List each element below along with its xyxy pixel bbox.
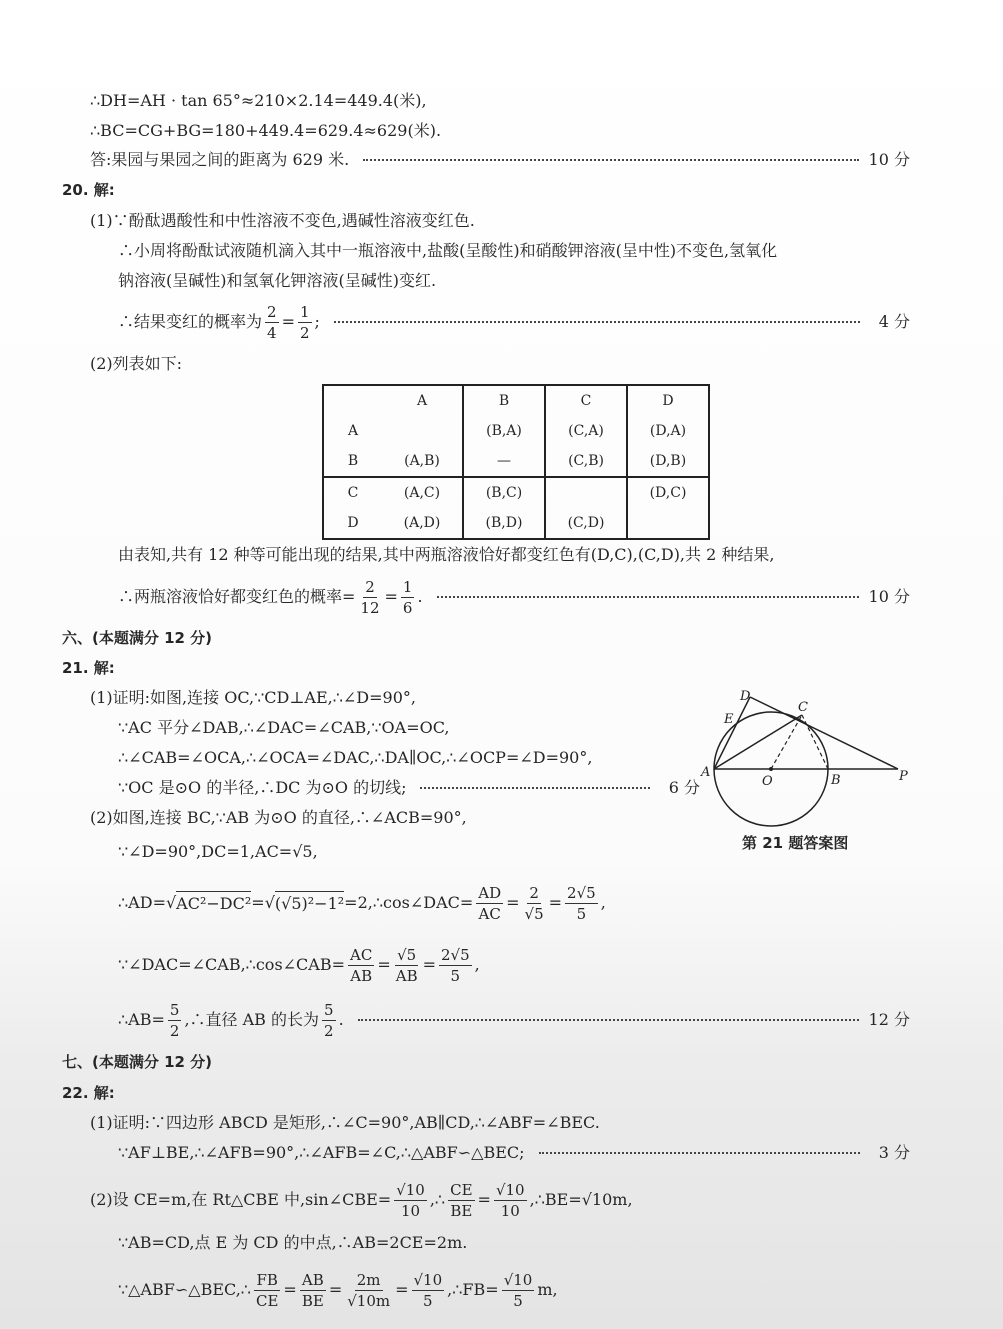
geometry-figure-21 (690, 680, 920, 840)
table-cell: (A,C) (403, 485, 441, 501)
numerator: 2 (529, 883, 539, 902)
table-cell (545, 477, 627, 508)
text-segment: ∵OC 是⊙O 的半径,∴DC 为⊙O 的切线; (118, 778, 407, 797)
text-segment: 21. 解: (62, 659, 115, 677)
label-c: C (798, 700, 808, 715)
text-line (90, 148, 910, 172)
text-segment: = (395, 1280, 409, 1299)
table-cell: (B,D) (463, 508, 545, 539)
score-label: 12 分 (868, 1010, 910, 1029)
text-line (118, 577, 910, 617)
fraction (412, 1270, 445, 1311)
text-segment: , (600, 893, 606, 912)
text-segment: 20. 解: (62, 181, 115, 199)
denominator: BE (450, 1201, 473, 1220)
fraction (448, 1180, 474, 1221)
text-line (90, 686, 416, 710)
text-segment: = (283, 1280, 297, 1299)
denominator: AC (478, 904, 501, 923)
row-label: B (323, 446, 382, 477)
text-segment: ,∴FB= (447, 1280, 499, 1299)
numerator: 2 (267, 302, 277, 321)
numerator: 5 (169, 1000, 180, 1019)
denominator: BE (301, 1291, 324, 1310)
text-line (62, 1050, 212, 1074)
text-segment: = (384, 587, 398, 606)
text-line (90, 352, 182, 376)
text-line (62, 626, 212, 650)
text-segment: ,∴ (429, 1190, 446, 1209)
fraction (168, 1000, 182, 1041)
text-line (118, 1270, 558, 1310)
text-segment: (1)证明:如图,连接 OC,∵CD⊥AE,∴∠D=90°, (90, 688, 416, 707)
text-segment: = (328, 1280, 343, 1299)
text-segment: 由表知,共有 12 种等可能出现的结果,其中两瓶溶液恰好都变红色有(D,C),(C,D),共 2 种结果, (118, 545, 775, 564)
dot-leader (420, 787, 650, 789)
segment-bc (802, 715, 828, 769)
center-point-o (769, 767, 773, 771)
denominator: 6 (402, 598, 413, 617)
fraction (265, 302, 279, 343)
text-line (118, 1141, 910, 1165)
dot-leader (334, 321, 860, 323)
label-d: D (740, 689, 751, 704)
table-cell: (C,D) (545, 508, 627, 539)
table-cell: (C,A) (545, 416, 627, 446)
text-segment: (2)设 CE=m,在 Rt△CBE 中,sin∠CBE= (90, 1190, 392, 1209)
table-row (323, 446, 709, 477)
row-label: A (347, 423, 359, 439)
label-e: E (724, 712, 734, 727)
denominator: 5 (576, 904, 587, 923)
text-line (118, 776, 700, 800)
denominator: 5 (513, 1291, 523, 1310)
text-line (118, 945, 480, 985)
numerator: 2√5 (441, 945, 470, 964)
table-cell: C (545, 385, 627, 416)
text-segment: ∴结果变红的概率为 (118, 312, 263, 331)
text-line (62, 656, 115, 680)
denominator: AB (395, 966, 418, 985)
table-cell: (A,D) (403, 515, 441, 531)
text-segment: =2,∴cos∠DAC= (344, 893, 474, 912)
dot-leader (358, 1019, 859, 1021)
dot-leader (437, 596, 859, 598)
text-segment: (2)如图,连接 BC,∵AB 为⊙O 的直径,∴∠ACB=90°, (90, 808, 467, 827)
text-segment: ∴AB= (118, 1010, 165, 1029)
text-segment: ,∴直径 AB 的长为 (184, 1010, 320, 1029)
text-segment: = (377, 955, 391, 974)
table-cell: (D,B) (627, 446, 709, 477)
figure-caption: 第 21 题答案图 (742, 834, 849, 852)
text-line (118, 716, 450, 740)
denominator: 2 (324, 1021, 334, 1040)
text-segment: ∴DH=AH · tan 65°≈210×2.14=449.4(米), (90, 91, 427, 110)
denominator: CE (255, 1291, 279, 1310)
text-line (118, 1231, 467, 1255)
numerator: AC (350, 945, 373, 964)
denominator: 4 (267, 323, 277, 342)
fraction (348, 945, 374, 986)
text-line (118, 269, 436, 293)
numerator: 1 (299, 302, 310, 321)
table-row (323, 416, 709, 446)
denominator: 10 (500, 1201, 520, 1220)
text-line (90, 209, 475, 233)
denominator: √10m (347, 1291, 391, 1310)
text-line (118, 543, 774, 567)
denominator: 12 (360, 598, 380, 617)
numerator: 2m (356, 1270, 381, 1289)
label-o: O (762, 774, 773, 789)
text-line (90, 119, 441, 143)
text-segment: ,∴BE=√10m, (529, 1190, 633, 1209)
numerator: 2 (365, 577, 375, 596)
text-segment: ∵∠DAC=∠CAB,∴cos∠CAB= (118, 955, 346, 974)
text-line (62, 1081, 115, 1105)
denominator: 10 (400, 1201, 421, 1220)
text-segment: (2)列表如下: (90, 354, 183, 373)
score-label: 4 分 (878, 312, 910, 331)
text-segment: , (474, 955, 480, 974)
fraction (394, 1180, 427, 1221)
numerator: √10 (503, 1270, 533, 1289)
fraction (565, 883, 598, 924)
text-segment: 钠溶液(呈碱性)和氢氧化钾溶液(呈碱性)变红. (118, 271, 437, 290)
text-segment: ∴小周将酚酞试液随机滴入其中一瓶溶液中,盐酸(呈酸性)和硝酸钾溶液(呈中性)不变色,氢氧化 (118, 241, 778, 260)
text-segment: ∵△ABF∽△BEC,∴ (118, 1280, 251, 1299)
dot-leader (539, 1152, 860, 1154)
text-segment: = (477, 1190, 491, 1209)
table-cell (627, 508, 709, 539)
text-segment: ∵∠D=90°,DC=1,AC=√5, (118, 842, 318, 861)
text-segment: 22. 解: (62, 1084, 115, 1102)
text-segment: (1)∵酚酞遇酸性和中性溶液不变色,遇碱性溶液变红色. (90, 211, 475, 230)
text-segment: ; (314, 312, 320, 331)
text-line (90, 1111, 600, 1135)
numerator: 5 (324, 1000, 334, 1019)
table-cell: (A,B) (382, 446, 463, 477)
denominator: AB (350, 966, 373, 985)
text-segment: 六、(本题满分 12 分) (62, 629, 213, 647)
fraction (502, 1270, 535, 1311)
text-segment: . (338, 1010, 344, 1029)
text-segment: ∵AC 平分∠DAB,∴∠DAC=∠CAB,∵OA=OC, (118, 718, 450, 737)
text-line (118, 302, 910, 342)
table-cell: (C,B) (545, 446, 627, 477)
fraction (322, 1000, 336, 1041)
table-cell: — (463, 446, 545, 477)
denominator: 2 (299, 323, 310, 342)
text-segment: ∵AF⊥BE,∴∠AFB=90°,∴∠AFB=∠C,∴△ABF∽△BEC; (118, 1143, 525, 1162)
text-segment: ∴AD=√ (118, 893, 177, 912)
score-label: 6 分 (668, 778, 700, 797)
table-row (323, 385, 709, 416)
numerator: 1 (402, 577, 413, 596)
numerator: √5 (397, 945, 417, 964)
numerator: √10 (495, 1180, 525, 1199)
table-cell (382, 416, 463, 446)
denominator: 2 (169, 1021, 180, 1040)
fraction (439, 945, 472, 986)
table-cell: B (463, 385, 545, 416)
row-label: C (347, 485, 359, 501)
text-segment: ∴BC=CG+BG=180+449.4=629.4≈629(米). (90, 121, 442, 140)
fraction (394, 945, 420, 986)
text-segment: m, (537, 1280, 558, 1299)
fraction (523, 883, 546, 924)
text-segment: =√ (251, 893, 275, 912)
text-line (118, 239, 777, 263)
numerator: AD (478, 883, 502, 902)
score-label: 10 分 (868, 587, 910, 606)
table-cell: (D,A) (627, 416, 709, 446)
radicand: AC²−DC² (176, 891, 251, 916)
dot-leader (363, 159, 858, 161)
numerator: √10 (396, 1180, 425, 1199)
label-b: B (831, 773, 841, 788)
text-segment: ∴∠CAB=∠OCA,∴∠OCA=∠DAC,∴DA∥OC,∴∠OCP=∠D=90°, (118, 748, 593, 767)
radicand: (√5)²−1² (275, 891, 344, 916)
denominator: √5 (524, 904, 544, 923)
fraction (401, 577, 415, 618)
fraction (298, 302, 312, 343)
outcome-table (322, 384, 710, 540)
numerator: CE (450, 1180, 473, 1199)
fraction (358, 577, 381, 618)
numerator: √10 (413, 1270, 443, 1289)
text-segment: (1)证明:∵四边形 ABCD 是矩形,∴∠C=90°,AB∥CD,∴∠ABF=∠BEC. (90, 1113, 600, 1132)
score-label: 3 分 (878, 1143, 910, 1162)
text-segment: . (417, 587, 423, 606)
table-row (323, 477, 709, 508)
row-label (323, 385, 382, 416)
fraction (494, 1180, 527, 1221)
table-cell: (D,C) (627, 477, 709, 508)
text-segment: = (281, 312, 295, 331)
text-line (62, 178, 115, 202)
fraction (300, 1270, 326, 1311)
row-label: D (347, 515, 359, 531)
text-segment: 答:果园与果园之间的距离为 629 米. (90, 150, 350, 169)
text-line (90, 89, 427, 113)
segment-oc (771, 715, 802, 769)
text-segment: = (548, 893, 563, 912)
text-line (118, 746, 592, 770)
text-segment: = (422, 955, 436, 974)
text-segment: 七、(本题满分 12 分) (62, 1053, 213, 1071)
text-line (118, 840, 318, 864)
text-line (90, 1180, 633, 1220)
fraction (345, 1270, 392, 1311)
table-row (323, 508, 709, 539)
denominator: 5 (423, 1291, 433, 1310)
fraction (476, 883, 503, 924)
table-cell: D (627, 385, 709, 416)
text-segment: ∵AB=CD,点 E 为 CD 的中点,∴AB=2CE=2m. (118, 1233, 468, 1252)
score-label: 10 分 (868, 150, 910, 169)
denominator: 5 (450, 966, 461, 985)
numerator: AB (301, 1270, 324, 1289)
label-a: A (701, 765, 711, 780)
fraction (254, 1270, 280, 1311)
text-line (118, 1000, 910, 1040)
table-cell: (B,A) (463, 416, 545, 446)
text-line (118, 883, 606, 923)
numerator: FB (256, 1270, 278, 1289)
text-line (90, 806, 467, 830)
table-cell: (B,C) (463, 477, 545, 508)
numerator: 2√5 (567, 883, 596, 902)
label-p: P (899, 769, 908, 784)
text-segment: ∴两瓶溶液恰好都变红色的概率= (118, 587, 356, 606)
text-segment: = (506, 893, 520, 912)
table-cell: A (416, 393, 428, 409)
